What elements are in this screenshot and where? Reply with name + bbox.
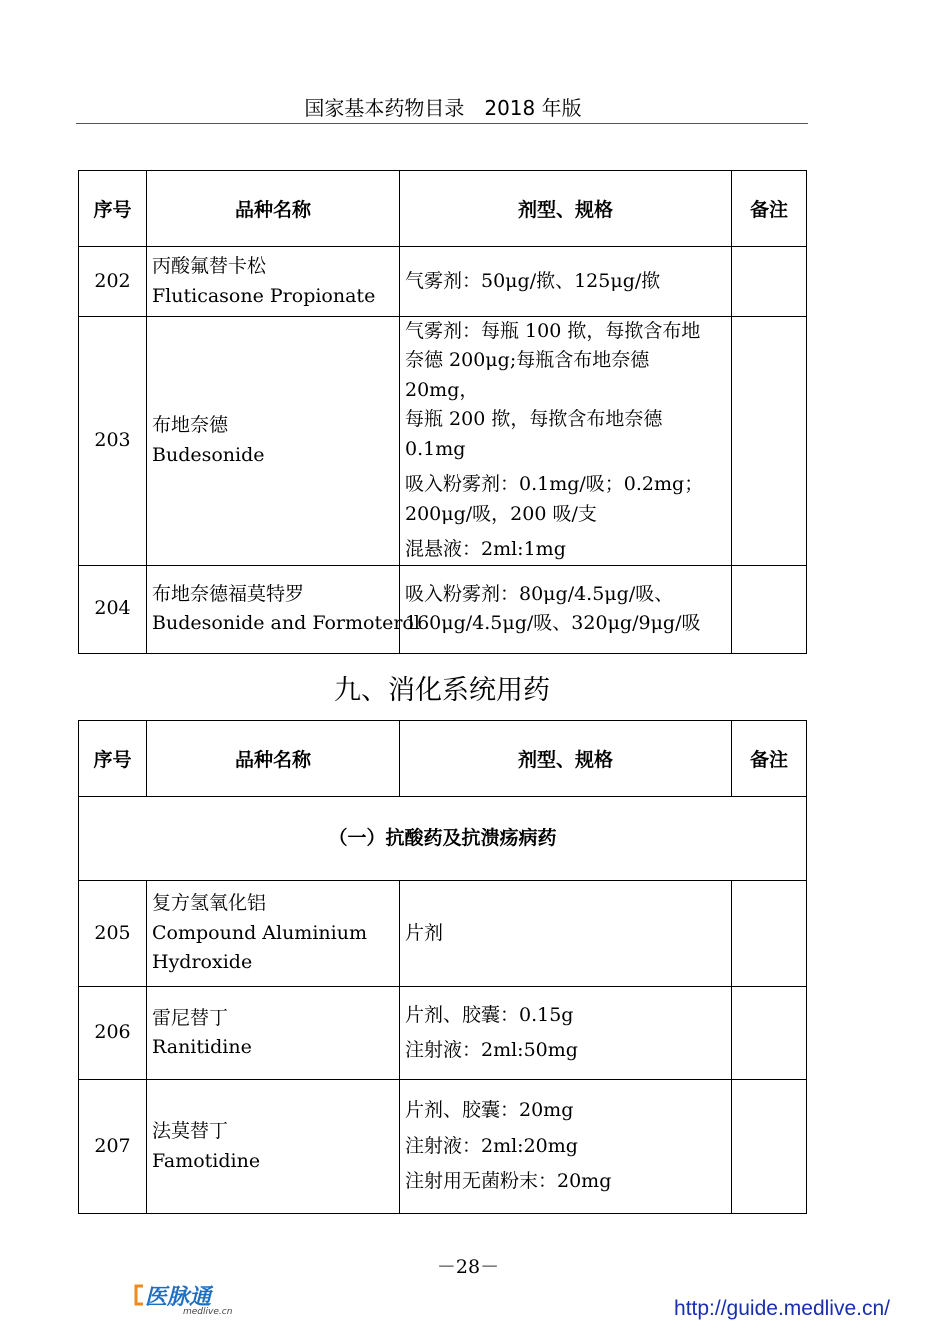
col-header-name: 品种名称 [147,721,400,797]
spec-cell [400,565,732,653]
header-rule [76,123,808,124]
spec-line: 注射液：2ml:20mg [405,1134,578,1157]
medlive-logo [133,1280,243,1324]
drug-name-cn: 丙酸氟替卡松 [152,255,267,278]
drug-name-cn: 法莫替丁 [152,1120,229,1143]
spec-line: 片剂 [405,921,444,944]
table-header-row [79,171,807,247]
table-row [79,987,807,1080]
drug-name-cell [147,565,420,653]
col-header-spec: 剂型、规格 [400,171,732,247]
spec-cell [400,247,732,317]
drug-name-cn: 布地奈德 [152,414,229,437]
row-no: 202 [79,247,147,317]
spec-line: 每瓶 200 揿，每揿含布地奈德 0.1mg [405,408,663,460]
drug-name-cn: 布地奈德福莫特罗 [152,582,305,605]
spec-line: 片剂、胶囊：20mg [405,1099,574,1122]
drug-table-digestive [78,720,807,1214]
logo-mark-icon [133,1284,145,1306]
table-row [79,317,807,566]
spec-line: 奈德 200μg;每瓶含布地奈德 20mg， [405,349,650,401]
row-no: 206 [79,987,147,1080]
drug-name-cell [147,881,400,987]
spec-line: 气雾剂：50μg/揿、125μg/揿 [405,269,661,292]
table-row [79,565,807,653]
subsection-row [79,797,807,881]
drug-name-en: Fluticasone Propionate [152,284,376,307]
spec-line: 片剂、胶囊：0.15g [405,1003,574,1026]
spec-line: 气雾剂：每瓶 100 揿，每揿含布地 [405,320,701,342]
table-header-row [79,721,807,797]
row-no: 204 [79,565,147,653]
site-url-link[interactable]: http://guide.medlive.cn/ [674,1297,890,1320]
remark-cell [732,987,807,1080]
spec-line: 注射用无菌粉末：20mg [405,1170,612,1193]
drug-name-en: Compound Aluminium [152,921,367,944]
spec-line: 200μg/吸，200 吸/支 [405,502,597,525]
row-no: 203 [79,317,147,566]
spec-line: 注射液：2ml:50mg [405,1039,578,1061]
remark-cell [732,317,807,566]
spec-line: 混悬液：2ml:1mg [405,538,566,561]
drug-name-en: Ranitidine [152,1036,252,1058]
section-title: 九、消化系统用药 [334,675,550,706]
col-header-spec: 剂型、规格 [400,721,732,797]
remark-cell [732,881,807,987]
spec-cell [400,1080,732,1214]
col-header-name: 品种名称 [147,171,400,247]
drug-name-cell [147,1080,400,1214]
drug-name-cell [147,987,400,1080]
col-header-no: 序号 [79,721,147,797]
drug-name-en: Hydroxide [152,951,253,974]
drug-name-cell [147,317,400,566]
spec-line: 160μg/4.5μg/吸、320μg/9μg/吸 [405,612,701,634]
table-row [79,881,807,987]
drug-table-respiratory [78,170,807,654]
logo-subtext: medlive.cn [183,1307,233,1317]
remark-cell [732,565,807,653]
remark-cell [732,247,807,317]
drug-name-cn: 复方氢氧化铝 [152,892,267,915]
col-header-remark: 备注 [732,721,807,797]
table-row [79,1080,807,1214]
remark-cell [732,1080,807,1214]
drug-name-en: Budesonide [152,443,265,466]
spec-cell [400,881,732,987]
spec-cell [400,987,732,1080]
spec-line: 吸入粉雾剂：80μg/4.5μg/吸、 [405,582,674,605]
drug-name-en: Budesonide and Formoterol [152,612,420,634]
row-no: 205 [79,881,147,987]
spec-cell [400,317,732,566]
page-number: －28－ [436,1256,500,1278]
drug-name-en: Famotidine [152,1149,261,1172]
page-header-title: 国家基本药物目录 2018 年版 [304,96,582,120]
drug-name-cell [147,247,400,317]
row-no: 207 [79,1080,147,1214]
col-header-remark: 备注 [732,171,807,247]
spec-line: 吸入粉雾剂：0.1mg/吸；0.2mg； [405,473,704,496]
subsection-title: （一）抗酸药及抗溃疡病药 [79,797,807,881]
drug-name-cn: 雷尼替丁 [152,1006,229,1029]
logo-text: 医脉通 [145,1285,212,1310]
table-row [79,247,807,317]
col-header-no: 序号 [79,171,147,247]
